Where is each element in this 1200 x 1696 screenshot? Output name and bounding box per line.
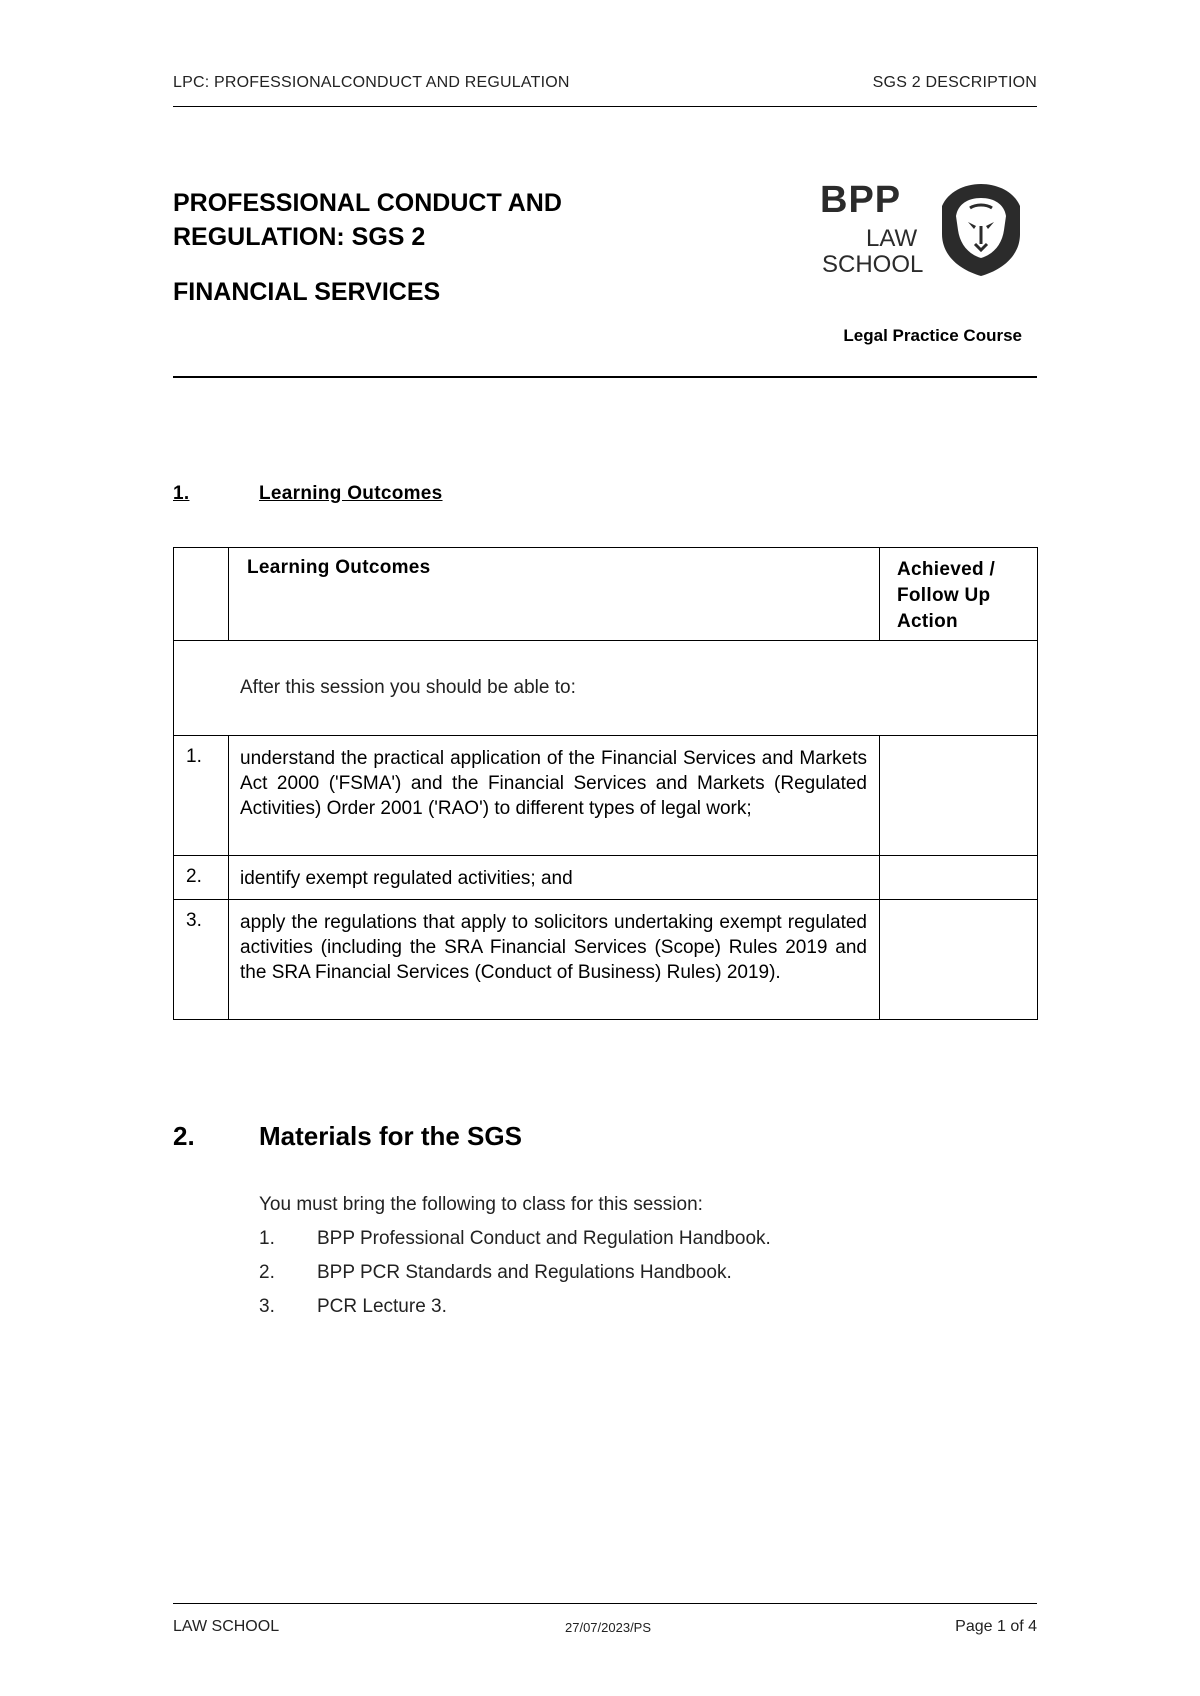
row-text-cell [229,856,880,900]
row-text: apply the regulations that apply to solicitors undertaking exempt regulated activities (including the SRA Financial Services (Scope) Rules 2019 and the SRA Financial Services (Conduct of Business) Rules) 2019). [240,912,867,983]
row-number: 3. [186,910,202,931]
title-line-2: REGULATION: SGS 2 [173,223,426,251]
list-item-text: BPP PCR Standards and Regulations Handbook. [317,1262,732,1283]
header-blank-cell [174,548,229,641]
section-1-title: Learning Outcomes [259,483,443,504]
intro-text: After this session you should be able to: [240,677,576,698]
section-2-intro: You must bring the following to class for this session: [259,1194,703,1215]
learning-outcomes-table [173,547,1038,1020]
header-outcomes-label: Learning Outcomes [247,557,431,578]
title-line-1: PROFESSIONAL CONDUCT AND [173,189,562,217]
header-achieved-line-1: Achieved / [897,559,996,580]
running-header-right: SGS 2 DESCRIPTION [872,74,1037,91]
logo-school-text: SCHOOL [822,251,924,278]
logo-bpp-text: BPP [820,179,902,221]
lion-shield-icon [940,182,1022,278]
row-achieved-cell[interactable] [880,856,1038,900]
title-divider [173,376,1037,378]
running-header [173,74,1037,107]
logo-law-text: LAW [866,225,918,252]
table-row [174,900,1038,1020]
footer-left: LAW SCHOOL [173,1618,280,1635]
row-text-cell [229,900,880,1020]
list-item-number: 1. [259,1228,275,1249]
row-number-cell [174,900,229,1020]
row-number: 2. [186,866,202,887]
bpp-law-school-logo [820,180,1030,280]
row-text-cell [229,736,880,856]
table-intro-row [174,641,1038,736]
list-item-number: 2. [259,1262,275,1283]
header-achieved-line-2: Follow Up [897,585,991,606]
list-item [259,1262,771,1296]
intro-cell [174,641,1038,736]
row-number-cell [174,856,229,900]
list-item-text: PCR Lecture 3. [317,1296,447,1317]
row-achieved-cell[interactable] [880,900,1038,1020]
section-1-number: 1. [173,483,190,504]
row-text: identify exempt regulated activities; and [240,868,573,889]
section-2-title: Materials for the SGS [259,1121,522,1151]
running-header-left: LPC: PROFESSIONALCONDUCT AND REGULATION [173,74,570,91]
list-item [259,1228,771,1262]
section-1-heading [173,483,443,505]
table-row [174,736,1038,856]
section-2-number: 2. [173,1121,195,1151]
table-row [174,856,1038,900]
document-subtitle: FINANCIAL SERVICES [173,278,441,306]
course-name: Legal Practice Course [843,326,1022,345]
table-header-row [174,548,1038,641]
header-outcomes-cell [229,548,880,641]
page-footer [173,1603,1037,1634]
list-item [259,1296,771,1330]
row-number: 1. [186,746,202,767]
header-achieved-line-3: Action [897,611,958,632]
footer-center: 27/07/2023/PS [565,1620,652,1635]
header-achieved-cell [880,548,1038,641]
page-number: Page 1 of 4 [955,1618,1037,1635]
row-number-cell [174,736,229,856]
row-text: understand the practical application of the Financial Services and Markets Act 2000 ('FSMA') and the Financial Services and Markets (Regulated Activities) Order 2001 ('RAO') to different types of legal work; [240,748,867,819]
row-achieved-cell[interactable] [880,736,1038,856]
list-item-number: 3. [259,1296,275,1317]
document-title [173,186,562,254]
list-item-text: BPP Professional Conduct and Regulation Handbook. [317,1228,771,1249]
section-2-heading [173,1121,522,1152]
materials-list [259,1228,771,1330]
